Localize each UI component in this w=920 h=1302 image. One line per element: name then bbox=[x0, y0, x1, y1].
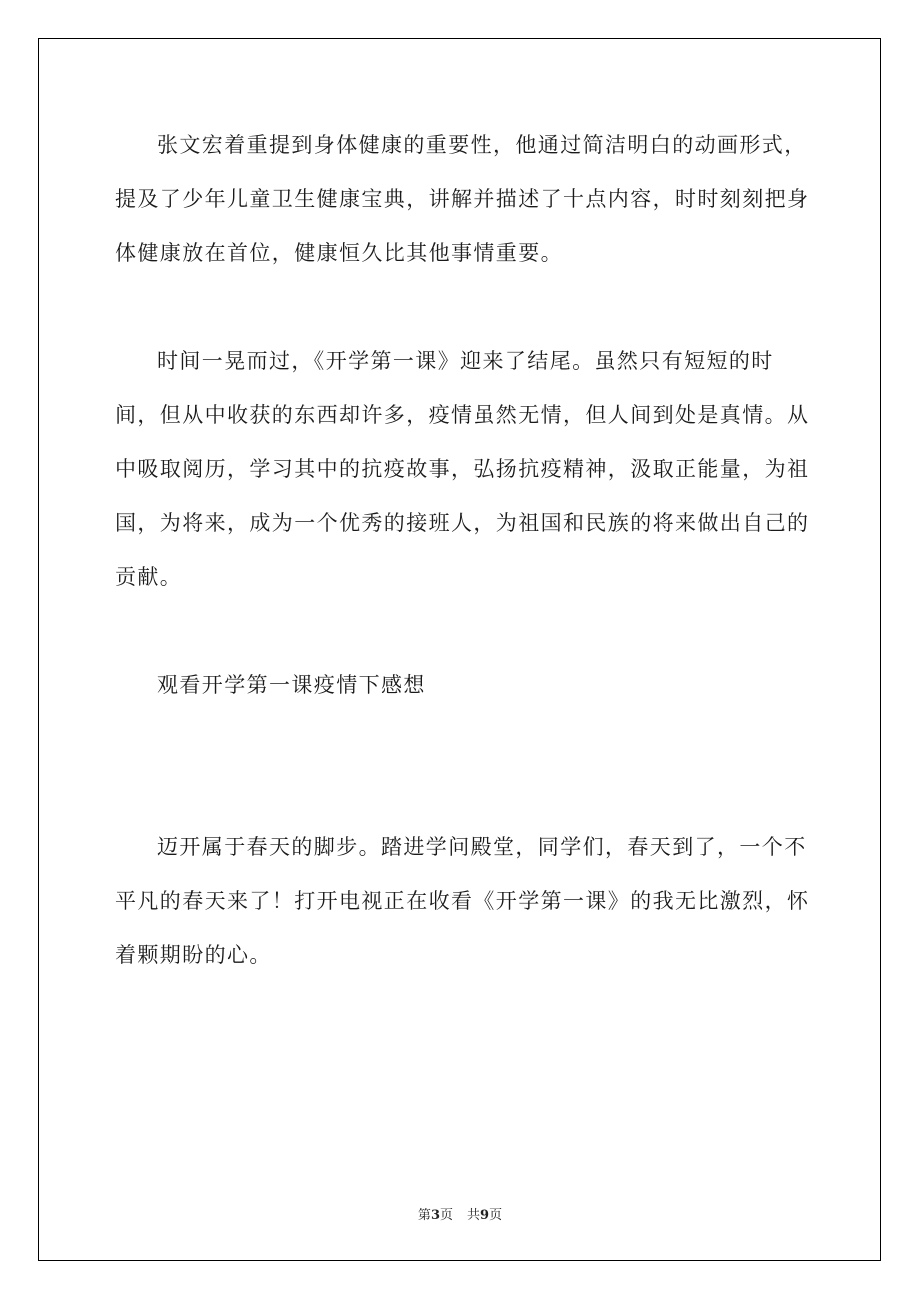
page-footer bbox=[0, 1207, 920, 1225]
document-body bbox=[115, 118, 815, 982]
page-total-prefix: 共 bbox=[467, 1208, 481, 1223]
page-number-current: 3 bbox=[430, 1208, 440, 1223]
section-heading: 观看开学第一课疫情下感想 bbox=[157, 673, 426, 697]
paragraph-health: 张文宏着重提到身体健康的重要性，他通过简洁明白的动画形式，提及了少年儿童卫生健康宝典，讲解并描述了十点内容，时时刻刻把身体健康放在首位，健康恒久比其他事情重要。 bbox=[115, 133, 810, 265]
page-total-suffix: 页 bbox=[489, 1208, 503, 1223]
page-number-suffix: 页 bbox=[439, 1208, 453, 1223]
paragraph-spring: 迈开属于春天的脚步。踏进学问殿堂，同学们，春天到了，一个不平凡的春天来了！打开电视正在收看《开学第一课》的我无比激烈，怀着颗期盼的心。 bbox=[115, 835, 810, 967]
page-number-prefix: 第 bbox=[417, 1208, 431, 1223]
paragraph-ending: 时间一晃而过，《开学第一课》迎来了结尾。虽然只有短短的时间，但从中收获的东西却许多，疫情虽然无情，但人间到处是真情。从中吸取阅历，学习其中的抗疫故事，弘扬抗疫精神，汲取正能量，为祖国，为将来，成为一个优秀的接班人，为祖国和民族的将来做出自己的贡献。 bbox=[115, 349, 810, 589]
page-number-total: 9 bbox=[480, 1208, 490, 1223]
